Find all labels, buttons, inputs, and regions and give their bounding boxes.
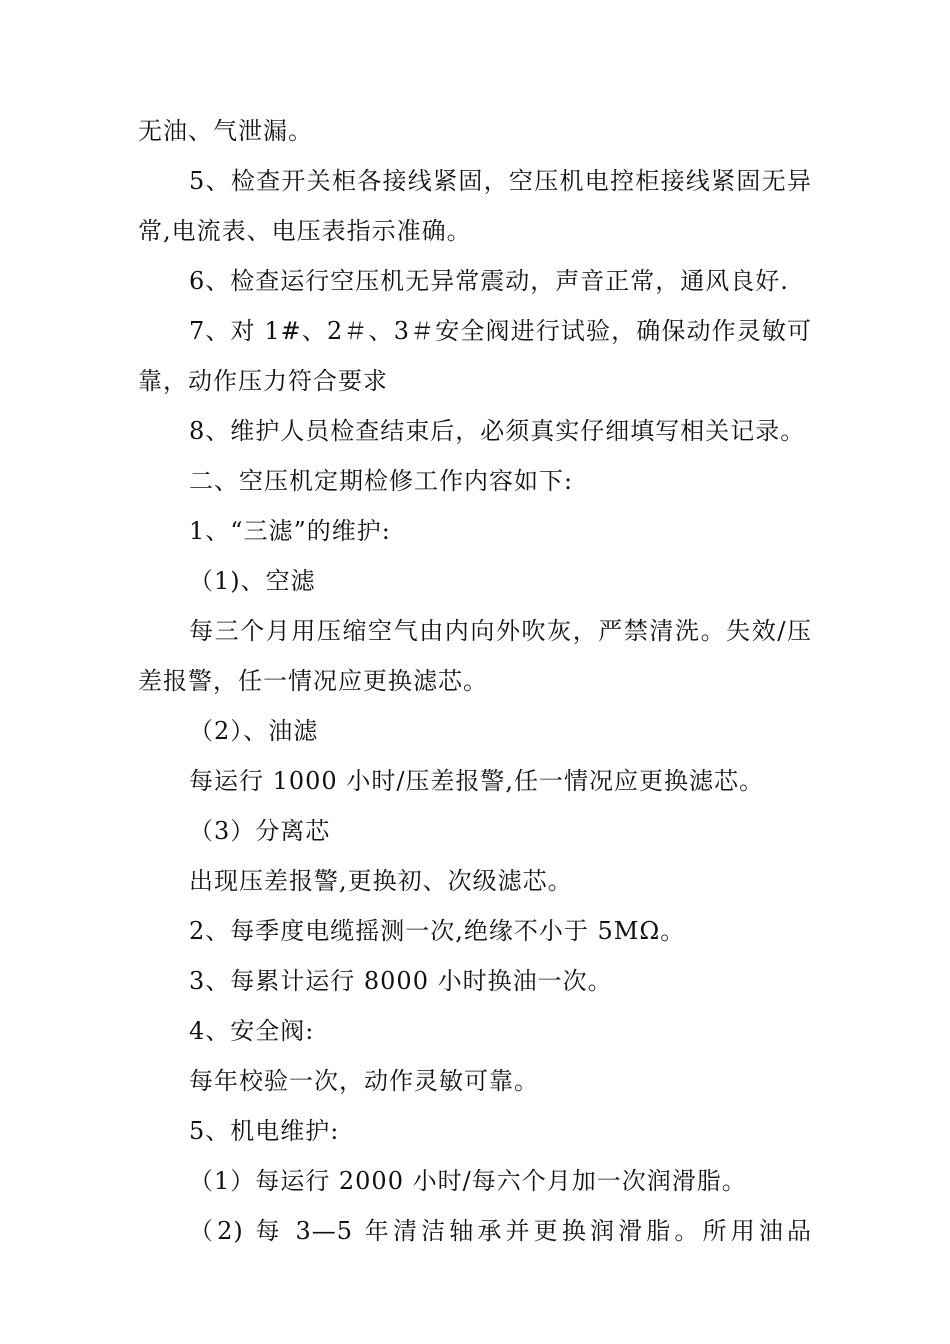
text-line: 差报警，任一情况应更换滤芯。 — [138, 667, 488, 695]
text-line: 6、检查运行空压机无异常震动，声音正常，通风良好. — [189, 267, 789, 295]
text-line: 每年校验一次，动作灵敏可靠。 — [189, 1067, 539, 1095]
text-line: （2) 每 3—5 年清洁轴承并更换润滑脂。所用油品 — [189, 1217, 812, 1245]
text-line: （2）、油滤 — [189, 717, 319, 745]
text-line: 7、对 1#、2＃、3＃安全阀进行试验，确保动作灵敏可 — [189, 317, 812, 345]
text-line: 5、机电维护: — [189, 1117, 340, 1145]
text-line: 5、检查开关柜各接线紧固，空压机电控柜接线紧固无异 — [189, 167, 812, 195]
section-heading: 二、空压机定期检修工作内容如下: — [189, 467, 574, 495]
text-line: 8、维护人员检查结束后，必须真实仔细填写相关记录。 — [189, 417, 806, 445]
text-line: （1）每运行 2000 小时/每六个月加一次润滑脂。 — [189, 1167, 747, 1195]
text-line: 每三个月用压缩空气由内向外吹灰，严禁清洗。失效/压 — [189, 617, 812, 645]
text-line: 2、每季度电缆摇测一次,绝缘不小于 5MΩ。 — [189, 917, 686, 945]
text-line: 每运行 1000 小时/压差报警,任一情况应更换滤芯。 — [189, 767, 765, 795]
text-line: 1、“三滤”的维护: — [189, 517, 391, 545]
text-line: （1)、空滤 — [189, 567, 316, 595]
text-line: 常,电流表、电压表指示准确。 — [138, 217, 472, 245]
text-line: （3）分离芯 — [189, 817, 331, 845]
text-line: 4、安全阀: — [189, 1017, 315, 1045]
text-line: 3、每累计运行 8000 小时换油一次。 — [189, 967, 613, 995]
text-line: 无油、气泄漏。 — [138, 117, 313, 145]
text-line: 出现压差报警,更换初、次级滤芯。 — [189, 867, 573, 895]
text-line: 靠，动作压力符合要求 — [138, 367, 388, 395]
